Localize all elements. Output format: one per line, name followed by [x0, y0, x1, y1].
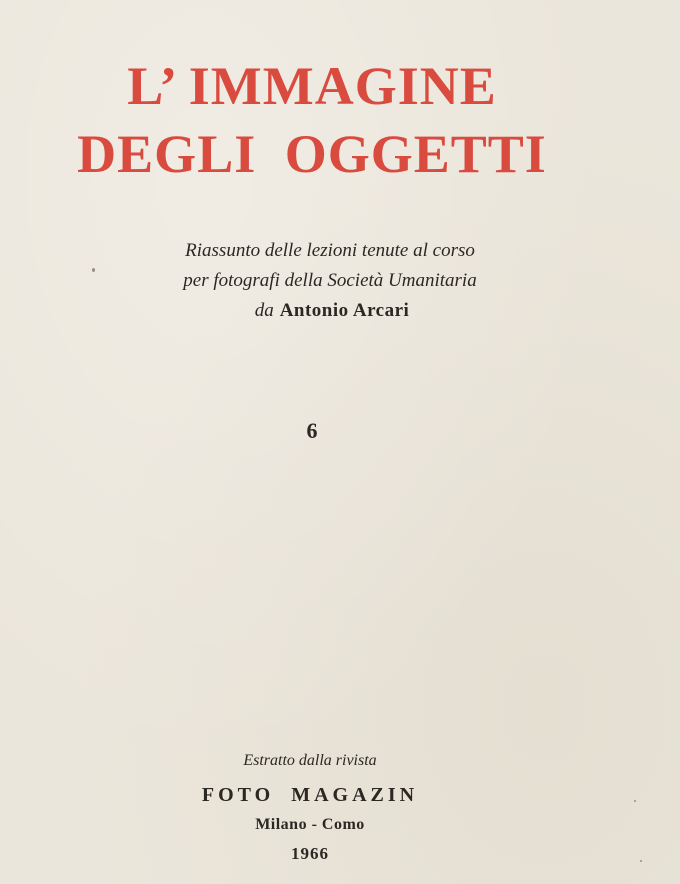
paper-speck [92, 268, 95, 272]
publication-year: 1966 [291, 844, 329, 863]
paper-speck [634, 800, 636, 802]
book-title-line-2: DEGLI OGGETTI [77, 124, 547, 184]
book-title-line-1: L’ IMMAGINE [127, 56, 497, 116]
author-name: Antonio Arcari [279, 300, 410, 321]
publication-place: Milano - Como [255, 816, 365, 833]
paper-speck [640, 860, 642, 862]
subtitle-line-1: Riassunto delle lezioni tenute al corso [185, 240, 475, 261]
subtitle-line-2: per fotografi della Società Umanitaria [183, 270, 477, 291]
author-line [0, 300, 672, 322]
extract-note: Estratto dalla rivista [243, 752, 377, 769]
magazine-name: FOTO MAGAZIN [201, 784, 419, 806]
author-prefix: da [254, 300, 274, 321]
volume-number: 6 [306, 418, 318, 443]
